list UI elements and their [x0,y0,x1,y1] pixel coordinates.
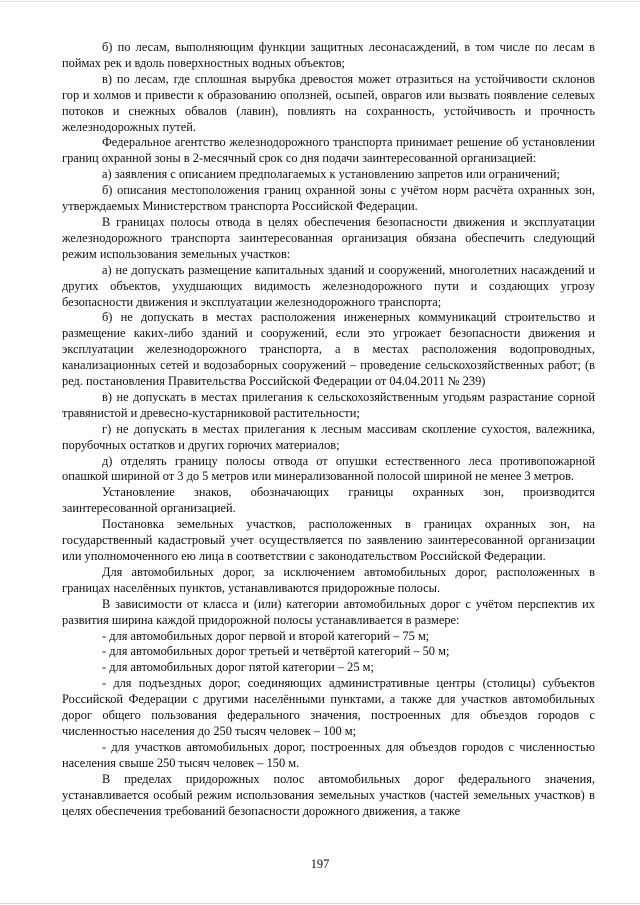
paragraph: а) заявления с описанием предполагаемых к установлению запретов или ограничений; [102,167,560,182]
page-number: 197 [310,857,330,871]
paragraph: В границах полосы отвода в целях обеспечения безопасности движения и эксплуатации железнодорожного транспорта заинтересованная организация обязана обеспечить следующий режим использования земельных участков: [62,214,595,261]
paragraph: В пределах придорожных полос автомобильных дорог федерального значения, устанавливается особый режим использования земельных участков (частей земельных участков) в целях обеспечения требований безопасности дорожного движения, а также [62,771,595,818]
paragraph: Федеральное агентство железнодорожного транспорта принимает решение об установлении границ охранной зоны в 2-месячный срок со дня подачи заинтересованной организацией: [62,135,595,166]
list-item: - для автомобильных дорог пятой категории – 25 м; [102,660,374,675]
paragraph: г) не допускать в местах прилегания к лесным массивам скопление сухостоя, валежника, порубочных остатков и других горючих материалов; [62,421,595,452]
paragraph: б) по лесам, выполняющим функции защитных лесонасаждений, в том числе по лесам в поймах рек и вдоль поверхностных водных объектов; [62,40,595,70]
paragraph: Установление знаков, обозначающих границы охранных зон, производится заинтересованной организацией. [62,485,595,516]
list-item: - для автомобильных дорог первой и второй категорий – 75 м; [102,628,430,643]
paragraph: б) описания местоположения границ охранной зоны с учётом норм расчёта охранных зон, утверждаемых Министерством транспорта Российской Федерации. [62,183,595,214]
list-item: - для участков автомобильных дорог, построенных для объездов городов с численностью населения свыше 250 тысяч человек – 150 м. [62,739,595,770]
paragraph: б) не допускать в местах расположения инженерных коммуникаций строительство и размещение каких-либо зданий и сооружений, если это угрожает безопасности движения и эксплуатации железнодорожного транспорта, а в местах расположения водопроводных, канализационных сетей и водозаборных сооружений – проведение сельскохозяйственных работ; (в ред. постановления Правительства Российской Федерации от 04.04.2011 № 239) [62,310,595,389]
paragraph: В зависимости от класса и (или) категории автомобильных дорог с учётом перспектив их развития ширина каждой придорожной полосы устанавливается в размере: [62,596,595,627]
paragraph: д) отделять границу полосы отвода от опушки естественного леса противопожарной опашкой шириной от 3 до 5 метров или минерализованной полосой шириной не менее 3 метров. [62,453,595,484]
paragraph: Для автомобильных дорог, за исключением автомобильных дорог, расположенных в границах населённых пунктов, устанавливаются придорожные полосы. [62,564,595,595]
list-item: - для подъездных дорог, соединяющих административные центры (столицы) субъектов Российской Федерации с другими населёнными пунктами, а также для участков автомобильных дорог общего пользования федерального значения, построенных для объездов городов с численностью населения до 250 тысяч человек – 100 м; [62,676,595,738]
scan-top-edge [0,1,640,2]
paragraph: Постановка земельных участков, расположенных в границах охранных зон, на государственный кадастровый учет осуществляется по заявлению заинтересованной организации или уполномоченного ею лица в соответствии с законодательством Российской Федерации. [62,517,595,563]
body-text [62,40,595,819]
paragraph: в) по лесам, где сплошная вырубка древостоя может отразиться на устойчивости склонов гор и холмов и привести к образованию оползней, осыпей, оврагов или вызвать появление селевых потоков и снежных обвалов (лавин), повлиять на сохранность, устойчивость и прочность железнодорожных путей. [62,71,595,134]
paragraph: в) не допускать в местах прилегания к сельскохозяйственным угодьям разрастание сорной травянистой и древесно-кустарниковой растительности; [62,389,595,420]
scan-bottom-edge [0,903,640,904]
paragraph: а) не допускать размещение капитальных зданий и сооружений, многолетних насаждений и других объектов, ухудшающих видимость железнодорожного пути и создающих угрозу безопасности движения и эксплуатации железнодорожного транспорта; [62,262,595,309]
list-item: - для автомобильных дорог третьей и четвёртой категорий – 50 м; [102,644,450,659]
